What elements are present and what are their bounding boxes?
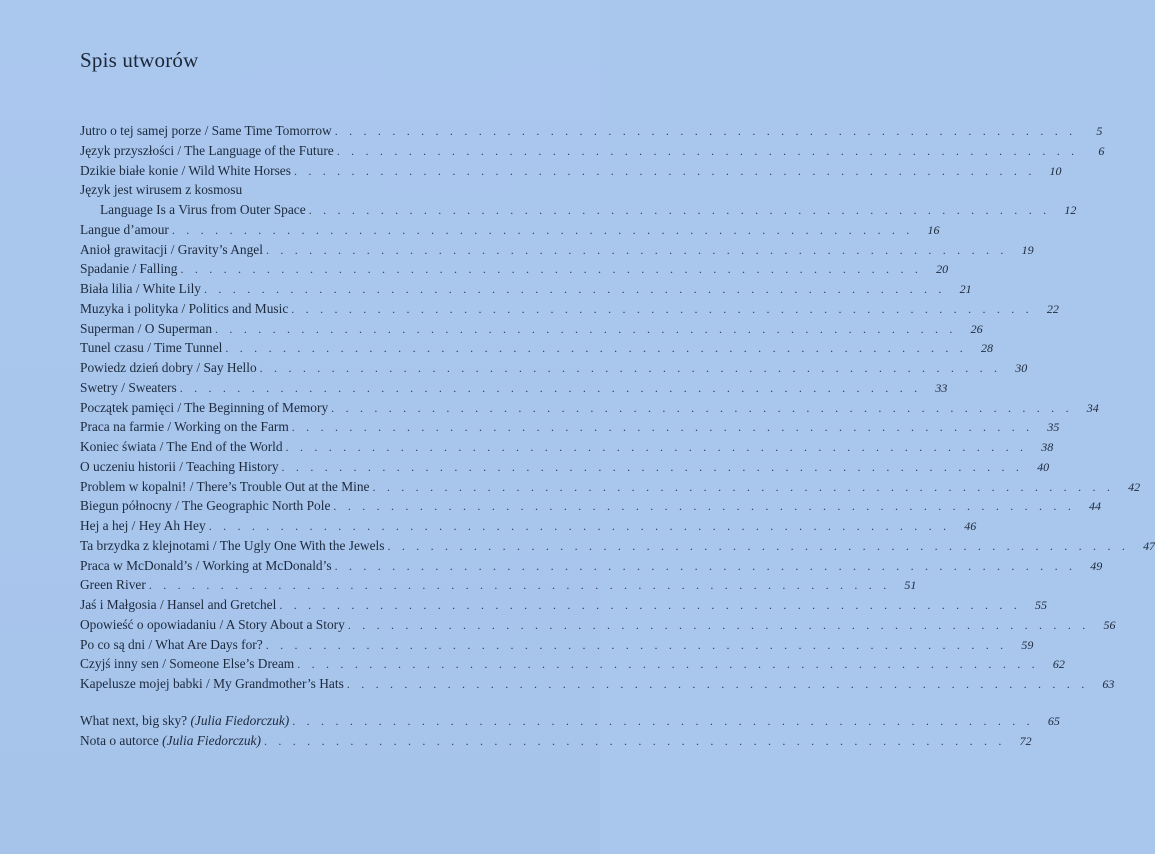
toc-entry-title: Biegun północny / The Geographic North Pole — [80, 498, 331, 514]
toc-entry-title: Swetry / Sweaters — [80, 379, 177, 395]
toc-entry — [80, 595, 1047, 615]
dot-leader: . . . . . . . . . . . . . . . . . . . . . . . . . . . . . . . . . . . . . . . . . . . . . . . . . . . . — [336, 143, 1079, 158]
toc-entry — [80, 338, 993, 358]
toc-entry — [80, 417, 1060, 437]
dot-leader: . . . . . . . . . . . . . . . . . . . . . . . . . . . . . . . . . . . . . . . . . . . . . . . . . . . . — [372, 479, 1115, 494]
dot-leader: . . . . . . . . . . . . . . . . . . . . . . . . . . . . . . . . . . . . . . . . . . . . . . . . . . . . — [308, 203, 1051, 217]
toc-entry-page-number: 12 — [1064, 203, 1077, 217]
toc-entry-page-number: 28 — [980, 341, 993, 356]
toc-entry-page-number: 62 — [1052, 657, 1065, 672]
dot-leader: . . . . . . . . . . . . . . . . . . . . . . . . . . . . . . . . . . . . . . . . . . . . . . . . . . . . — [285, 440, 1028, 454]
dot-leader: . . . . . . . . . . . . . . . . . . . . . . . . . . . . . . . . . . . . . . . . . . . . . . . . . . . . — [259, 361, 1002, 375]
toc-entry-title: What next, big sky? (Julia Fiedorczuk) — [80, 712, 290, 728]
toc-entry-title: Dzikie białe konie / Wild White Horses — [80, 162, 291, 178]
toc-entry — [80, 654, 1065, 674]
dot-leader: . . . . . . . . . . . . . . . . . . . . . . . . . . . . . . . . . . . . . . . . . . . . . . . . . . . . — [334, 124, 1077, 138]
toc-entry — [80, 220, 940, 240]
toc-entry-title: Hej a hej / Hey Ah Hey — [80, 518, 206, 533]
toc-entry — [80, 319, 983, 339]
toc-entry-title: Spadanie / Falling — [80, 261, 178, 277]
toc-entry — [80, 121, 1103, 141]
dot-leader: . . . . . . . . . . . . . . . . . . . . . . . . . . . . . . . . . . . . . . . . . . . . . . . . . . . . — [265, 242, 1008, 257]
dot-leader: . . . . . . . . . . . . . . . . . . . . . . . . . . . . . . . . . . . . . . . . . . . . . . . . . . . . — [293, 163, 1036, 178]
dot-leader: . . . . . . . . . . . . . . . . . . . . . . . . . . . . . . . . . . . . . . . . . . . . . . . . . . . . — [331, 400, 1073, 415]
toc-entry — [80, 615, 1116, 635]
toc-entry-page-number: 19 — [1021, 242, 1034, 257]
toc-entry-page-number: 26 — [970, 321, 983, 336]
dot-leader: . . . . . . . . . . . . . . . . . . . . . . . . . . . . . . . . . . . . . . . . . . . . . . . . . . . . — [387, 538, 1130, 553]
dot-leader: . . . . . . . . . . . . . . . . . . . . . . . . . . . . . . . . . . . . . . . . . . . . . . . . . . . . — [263, 733, 1006, 748]
toc-entry-page-number: 10 — [1049, 163, 1062, 178]
dot-leader: . . . . . . . . . . . . . . . . . . . . . . . . . . . . . . . . . . . . . . . . . . . . . . . . . . . . — [265, 637, 1008, 652]
toc-entry — [80, 496, 1102, 516]
toc-entry-page-number: 21 — [959, 282, 972, 296]
toc-entry — [80, 556, 1103, 576]
toc-entry-title: Problem w kopalni! / There’s Trouble Out at the Mine — [80, 478, 370, 494]
toc-entry-title: Tunel czasu / Time Tunnel — [80, 340, 223, 356]
toc-entry-page-number: 51 — [904, 578, 917, 593]
toc-entry — [80, 731, 1032, 751]
toc-entry-title: Language Is a Virus from Outer Space — [100, 202, 306, 217]
toc-entry — [80, 141, 1105, 161]
dot-leader: . . . . . . . . . . . . . . . . . . . . . . . . . . . . . . . . . . . . . . . . . . . . . . . . . . . . — [180, 262, 923, 277]
toc-entry — [80, 536, 1155, 556]
toc-entry-title: Ta brzydka z klejnotami / The Ugly One With the Jewels — [80, 537, 385, 553]
toc-entry — [80, 240, 1034, 260]
toc-entry-page-number: 59 — [1021, 637, 1034, 652]
table-of-contents — [80, 121, 1155, 750]
dot-leader: . . . . . . . . . . . . . . . . . . . . . . . . . . . . . . . . . . . . . . . . . . . . . . . . . . . . — [281, 459, 1024, 474]
toc-entry — [80, 674, 1115, 694]
toc-entry-author: (Julia Fiedorczuk) — [162, 732, 261, 748]
dot-leader: . . . . . . . . . . . . . . . . . . . . . . . . . . . . . . . . . . . . . . . . . . . . . . . . . . . . — [208, 519, 951, 533]
dot-leader: . . . . . . . . . . . . . . . . . . . . . . . . . . . . . . . . . . . . . . . . . . . . . . . . . . . . — [148, 578, 891, 593]
dot-leader: . . . . . . . . . . . . . . . . . . . . . . . . . . . . . . . . . . . . . . . . . . . . . . . . . . . . — [291, 420, 1034, 435]
dot-leader: . . . . . . . . . . . . . . . . . . . . . . . . . . . . . . . . . . . . . . . . . . . . . . . . . . . . — [292, 713, 1034, 728]
toc-entry-title: Powiedz dzień dobry / Say Hello — [80, 360, 257, 375]
dot-leader: . . . . . . . . . . . . . . . . . . . . . . . . . . . . . . . . . . . . . . . . . . . . . . . . . . . . — [171, 222, 914, 237]
toc-entry-page-number: 20 — [936, 262, 949, 277]
dot-leader: . . . . . . . . . . . . . . . . . . . . . . . . . . . . . . . . . . . . . . . . . . . . . . . . . . . . — [179, 380, 922, 395]
toc-entry — [80, 711, 1060, 731]
toc-entry — [80, 575, 917, 595]
toc-entry-page-number: 42 — [1128, 479, 1141, 494]
dot-leader: . . . . . . . . . . . . . . . . . . . . . . . . . . . . . . . . . . . . . . . . . . . . . . . . . . . . — [204, 282, 946, 296]
dot-leader: . . . . . . . . . . . . . . . . . . . . . . . . . . . . . . . . . . . . . . . . . . . . . . . . . . . . — [334, 558, 1077, 573]
toc-entry-title: Praca na farmie / Working on the Farm — [80, 419, 289, 435]
toc-entry-title: Langue d’amour — [80, 221, 169, 237]
toc-entry-page-number: 55 — [1034, 598, 1047, 612]
toc-entry-page-number: 44 — [1089, 499, 1102, 514]
toc-entry-title: Początek pamięci / The Beginning of Memory — [80, 399, 329, 415]
toc-entry — [80, 200, 1077, 220]
toc-entry-title: O uczeniu historii / Teaching History — [80, 458, 279, 474]
toc-entry-title: Opowieść o opowiadaniu / A Story About a Story — [80, 616, 345, 632]
toc-entry — [80, 299, 1059, 319]
toc-entry-page-number: 34 — [1086, 400, 1099, 415]
toc-appendix — [80, 711, 1060, 751]
toc-entry-title: Koniec świata / The End of the World — [80, 439, 283, 454]
toc-entry-page-number: 46 — [964, 519, 977, 533]
toc-entry-author: (Julia Fiedorczuk) — [190, 712, 290, 728]
toc-entry-page-number: 33 — [935, 380, 948, 395]
toc-entry-title: Kapelusze mojej babki / My Grandmother’s Hats — [80, 676, 344, 691]
toc-entry-page-number: 35 — [1047, 420, 1060, 435]
dot-leader: . . . . . . . . . . . . . . . . . . . . . . . . . . . . . . . . . . . . . . . . . . . . . . . . . . . . — [279, 598, 1021, 612]
toc-entry-title: Muzyka i polityka / Politics and Music — [80, 300, 289, 316]
dot-leader: . . . . . . . . . . . . . . . . . . . . . . . . . . . . . . . . . . . . . . . . . . . . . . . . . . . . — [347, 617, 1090, 632]
toc-entry-page-number: 16 — [927, 222, 940, 237]
toc-entry — [80, 516, 977, 536]
toc-entry — [80, 378, 948, 398]
toc-entry-page-number: 65 — [1047, 713, 1060, 728]
toc-entry-page-number: 5 — [1096, 124, 1103, 138]
toc-entry — [80, 180, 536, 200]
toc-entry-page-number: 49 — [1090, 558, 1103, 573]
toc-entry-page-number: 30 — [1015, 361, 1028, 375]
toc-entry-page-number: 38 — [1041, 440, 1054, 454]
toc-entry-title: Biała lilia / White Lily — [80, 281, 201, 296]
toc-entry-page-number: 47 — [1143, 538, 1155, 553]
toc-entry-title: Jaś i Małgosia / Hansel and Gretchel — [80, 597, 277, 612]
toc-entries — [80, 121, 1155, 694]
toc-entry-title: Anioł grawitacji / Gravity’s Angel — [80, 241, 263, 257]
toc-entry-title: Po co są dni / What Are Days for? — [80, 636, 263, 652]
toc-entry — [80, 358, 1028, 378]
toc-entry-title: Nota o autorce (Julia Fiedorczuk) — [80, 732, 261, 748]
toc-entry-title: Język jest wirusem z kosmosu — [80, 182, 243, 198]
dot-leader: . . . . . . . . . . . . . . . . . . . . . . . . . . . . . . . . . . . . . . . . . . . . . . . . . . . . — [291, 301, 1033, 316]
toc-entry-title: Czyjś inny sen / Someone Else’s Dream — [80, 656, 295, 672]
toc-entry-page-number: 40 — [1037, 459, 1050, 474]
toc-entry — [80, 279, 972, 299]
toc-entry-page-number: 6 — [1098, 143, 1105, 158]
toc-entry-title: Język przyszłości / The Language of the Future — [80, 142, 334, 158]
dot-leader: . . . . . . . . . . . . . . . . . . . . . . . . . . . . . . . . . . . . . . . . . . . . . . . . . . . . — [215, 321, 957, 336]
toc-entry-page-number: 22 — [1046, 301, 1059, 316]
dot-leader: . . . . . . . . . . . . . . . . . . . . . . . . . . . . . . . . . . . . . . . . . . . . . . . . . . . . — [297, 657, 1039, 672]
toc-entry — [80, 161, 1062, 181]
toc-entry-title: Superman / O Superman — [80, 320, 213, 336]
dot-leader: . . . . . . . . . . . . . . . . . . . . . . . . . . . . . . . . . . . . . . . . . . . . . . . . . . . . — [333, 499, 1076, 514]
dot-leader: . . . . . . . . . . . . . . . . . . . . . . . . . . . . . . . . . . . . . . . . . . . . . . . . . . . . — [346, 677, 1089, 691]
toc-entry-title: Jutro o tej samej porze / Same Time Tomorrow — [80, 123, 332, 138]
toc-entry — [80, 398, 1099, 418]
toc-entry — [80, 259, 949, 279]
toc-entry-page-number: 63 — [1102, 677, 1115, 691]
toc-entry-title: Green River — [80, 577, 146, 593]
toc-entry-page-number: 56 — [1103, 617, 1116, 632]
dot-leader: . . . . . . . . . . . . . . . . . . . . . . . . . . . . . . . . . . . . . . . . . . . . . . . . . . . . — [225, 341, 967, 356]
page-title: Spis utworów — [80, 48, 199, 72]
toc-entry — [80, 477, 1141, 497]
toc-entry-page-number: 72 — [1019, 733, 1032, 748]
toc-entry-title: Praca w McDonald’s / Working at McDonald’s — [80, 557, 332, 573]
toc-entry — [80, 635, 1034, 655]
toc-entry — [80, 457, 1050, 477]
section-gap — [80, 694, 536, 711]
toc-entry — [80, 437, 1054, 457]
